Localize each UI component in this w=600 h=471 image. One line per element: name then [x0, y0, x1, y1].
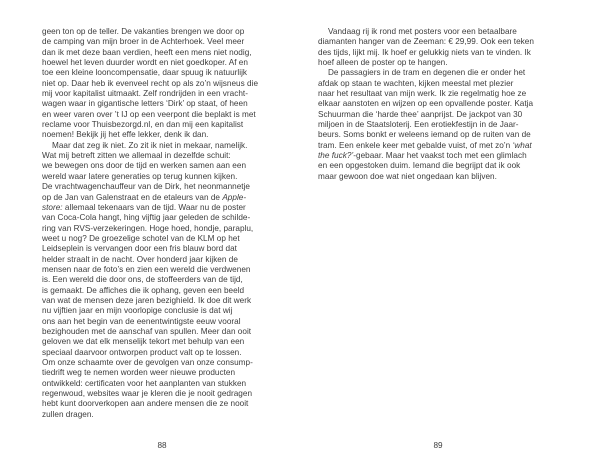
text-segment-italic: ‘what: [512, 140, 532, 150]
text-segment: en een opgestoken duim. Iemand die begrijpt dat ik ook: [318, 161, 521, 171]
text-segment: Wat mij betreft zitten we allemaal in dezelfde schuit:: [42, 151, 231, 161]
text-segment: niet op. Daar heb ik evenveel recht op als zo’n wijsneus die: [42, 78, 259, 88]
text-line: [318, 58, 562, 68]
text-segment: ons aan het begin van de eenentwintigste eeuw vooral: [42, 316, 241, 326]
text-segment-italic: Apple-: [222, 192, 247, 202]
text-segment: Maar dat zeg ik niet. Zo zit ik niet in mekaar, namelijk.: [52, 140, 248, 150]
text-line: [42, 161, 286, 171]
text-line: [42, 275, 286, 285]
text-segment: -gebaar. Maar het vaakst toch met een glimlach: [353, 151, 527, 161]
text-segment: Vandaag rij ik rond met posters voor een betaalbare: [328, 27, 517, 36]
text-segment: mij voor kapitalist uitmaakt. Zelf rondrijden in een vracht-: [42, 89, 248, 99]
text-line: [42, 68, 286, 78]
text-segment: De vrachtwagenchauffeur van de Dirk, het neonmannetje: [42, 182, 250, 192]
text-segment: geen ton op de teller. De vakanties brengen we door op: [42, 27, 245, 36]
text-line: [42, 130, 286, 140]
text-line: [318, 130, 562, 140]
text-segment: we bewegen ons door de tijd en werken samen aan een: [42, 161, 247, 171]
text-segment: reclame voor Thuisbezorgd.nl, en dan mij een kapitalist: [42, 120, 244, 130]
text-line: [318, 27, 562, 37]
text-segment: dan ik met deze baan verdien, heeft een mens niet nodig,: [42, 47, 252, 57]
text-line: [318, 99, 562, 109]
text-segment: elkaar aanstoten en wijzen op een opvallende poster. Katja: [318, 99, 534, 109]
text-segment: mensen naar de foto’s en zien een wereld die verdwenen: [42, 264, 251, 274]
text-segment: helder straalt in de nacht. Over honderd jaar kijken de: [42, 254, 238, 264]
text-line: [42, 89, 286, 99]
text-segment: is gemaakt. De affiches die ik ophang, geven een beeld: [42, 285, 245, 295]
text-segment: des tijds, lijkt mij. Ik hoef er gelukkig niets van te vinden. Ik: [318, 47, 531, 57]
text-segment: ring van RVS-verzekeringen. Hoge hoed, hondje, paraplu,: [42, 223, 254, 233]
text-segment: afdak op staan te wachten, kijken meestal met plezier: [318, 78, 514, 88]
text-segment: allemaal tekenaars van de tijd. Waar nu de poster: [62, 202, 246, 212]
text-segment: van wat de mensen deze jaren bezighield. Ik doe dit werk: [42, 295, 252, 305]
text-line: [318, 68, 562, 78]
text-line: [42, 110, 286, 120]
text-line: [42, 337, 286, 347]
text-lines: [42, 27, 286, 420]
text-line: [42, 27, 286, 37]
text-line: [42, 99, 286, 109]
text-segment: hebt kunt doorverkopen aan andere mensen die ze nooit: [42, 399, 249, 409]
text-line: [42, 172, 286, 182]
text-segment: hoef alleen de poster op te hangen.: [318, 58, 448, 68]
text-segment: naar het resultaat van mijn werk. Ik zie regelmatig hoe ze: [318, 89, 527, 99]
text-line: [42, 327, 286, 337]
page-number-right: 89: [433, 441, 443, 450]
text-line: [42, 120, 286, 130]
text-segment: beurs. Soms bonkt er weleens iemand op de ruiten van de: [318, 130, 531, 140]
text-segment: toe een kleine looncompensatie, daar spuug ik natuurlijk: [42, 68, 248, 78]
text-line: [318, 79, 562, 89]
text-line: [42, 368, 286, 378]
text-segment-italic: the fuck?’: [318, 151, 354, 161]
text-segment: wereld waar latere generaties op terug kunnen kijken.: [42, 171, 238, 181]
text-line: [42, 255, 286, 265]
text-line: [42, 317, 286, 327]
text-segment-italic: store:: [42, 202, 63, 212]
text-segment: en weer varen over ’t IJ op een veerpont die beplakt is met: [42, 109, 256, 119]
text-line: [42, 203, 286, 213]
text-segment: ontwikkeld: certificaten voor het aanplanten van stukken: [42, 378, 247, 388]
text-segment: Schuurman die ‘harde thee’ aanprijst. De jackpot van 30: [318, 109, 523, 119]
text-segment: op de Jan van Galenstraat en de etaleurs van de: [42, 192, 223, 202]
text-line: [42, 213, 286, 223]
text-segment: de camping van mijn broer in de Achterhoek. Veel meer: [42, 37, 245, 47]
text-line: [42, 37, 286, 47]
text-line: [42, 48, 286, 58]
text-line: [42, 358, 286, 368]
text-segment: diamanten hanger van de Zeeman: € 29,99. Ook een teken: [318, 37, 534, 47]
text-segment: speciaal daarvoor ontworpen product valt op te lossen.: [42, 347, 242, 357]
page-number-left: 88: [157, 441, 167, 450]
page-right: [318, 27, 562, 182]
text-segment: regenwoud, websites waar je kleren die je nooit gedragen: [42, 389, 253, 399]
text-segment: bezighouden met de aanschaf van spullen. Meer dan ooit: [42, 326, 252, 336]
text-segment: geloven we dat elk menselijk tekort met behulp van een: [42, 337, 245, 347]
text-segment: hoewel het leven duurder wordt en niet goedkoper. Af en: [42, 58, 248, 68]
text-line: [42, 410, 286, 420]
text-line: [42, 296, 286, 306]
text-segment: van Coca-Cola hangt, hing vijftig jaar geleden de schilde-: [42, 213, 251, 223]
text-segment: miljoen in de Staatsloterij. Een erotiekfestijn in de Jaar-: [318, 120, 519, 130]
text-line: [42, 151, 286, 161]
page-left: [42, 27, 286, 420]
text-line: [42, 244, 286, 254]
text-line: [318, 141, 562, 151]
text-line: [318, 161, 562, 171]
text-segment: weet u nog? De groezelige schotel van de KLM op het: [42, 233, 240, 243]
text-line: [42, 306, 286, 316]
text-line: [42, 58, 286, 68]
text-line: [318, 172, 562, 182]
text-lines: [318, 27, 562, 182]
text-line: [318, 120, 562, 130]
text-segment: wagen waar in gigantische letters ‘Dirk’ op staat, of heen: [42, 99, 248, 109]
text-line: [42, 79, 286, 89]
text-line: [42, 182, 286, 192]
text-line: [42, 234, 286, 244]
text-segment: maar gewoon doe wat niet ongedaan kan blijven.: [318, 171, 497, 181]
text-line: [42, 286, 286, 296]
text-line: [42, 389, 286, 399]
text-line: [318, 110, 562, 120]
text-segment: Om onze schaamte over de gevolgen van onze consump-: [42, 358, 253, 367]
text-line: [318, 48, 562, 58]
text-line: [318, 89, 562, 99]
text-line: [42, 379, 286, 389]
text-line: [318, 151, 562, 161]
text-line: [42, 399, 286, 409]
text-segment: Leidseplein is vervangen door een fris blauw bord dat: [42, 244, 237, 254]
text-line: [42, 224, 286, 234]
text-line: [42, 193, 286, 203]
text-line: [42, 348, 286, 358]
text-segment: nu vijftien jaar en mijn voorlopige conclusie is dat wij: [42, 306, 233, 316]
text-segment: tiedrift weg te nemen worden weer nieuwe producten: [42, 368, 236, 378]
text-segment: is. Een wereld die door ons, de stoffeerders van de tijd,: [42, 275, 243, 285]
text-line: [318, 37, 562, 47]
text-line: [42, 141, 286, 151]
text-segment: noemen! Bekijk jij het effe lekker, denk ik dan.: [42, 130, 209, 140]
text-segment: tram. Een enkele keer met gebalde vuist, of met zo’n: [318, 140, 513, 150]
text-segment: De passagiers in de tram en degenen die er onder het: [328, 68, 526, 78]
text-segment: zullen dragen.: [42, 409, 94, 419]
text-line: [42, 265, 286, 275]
